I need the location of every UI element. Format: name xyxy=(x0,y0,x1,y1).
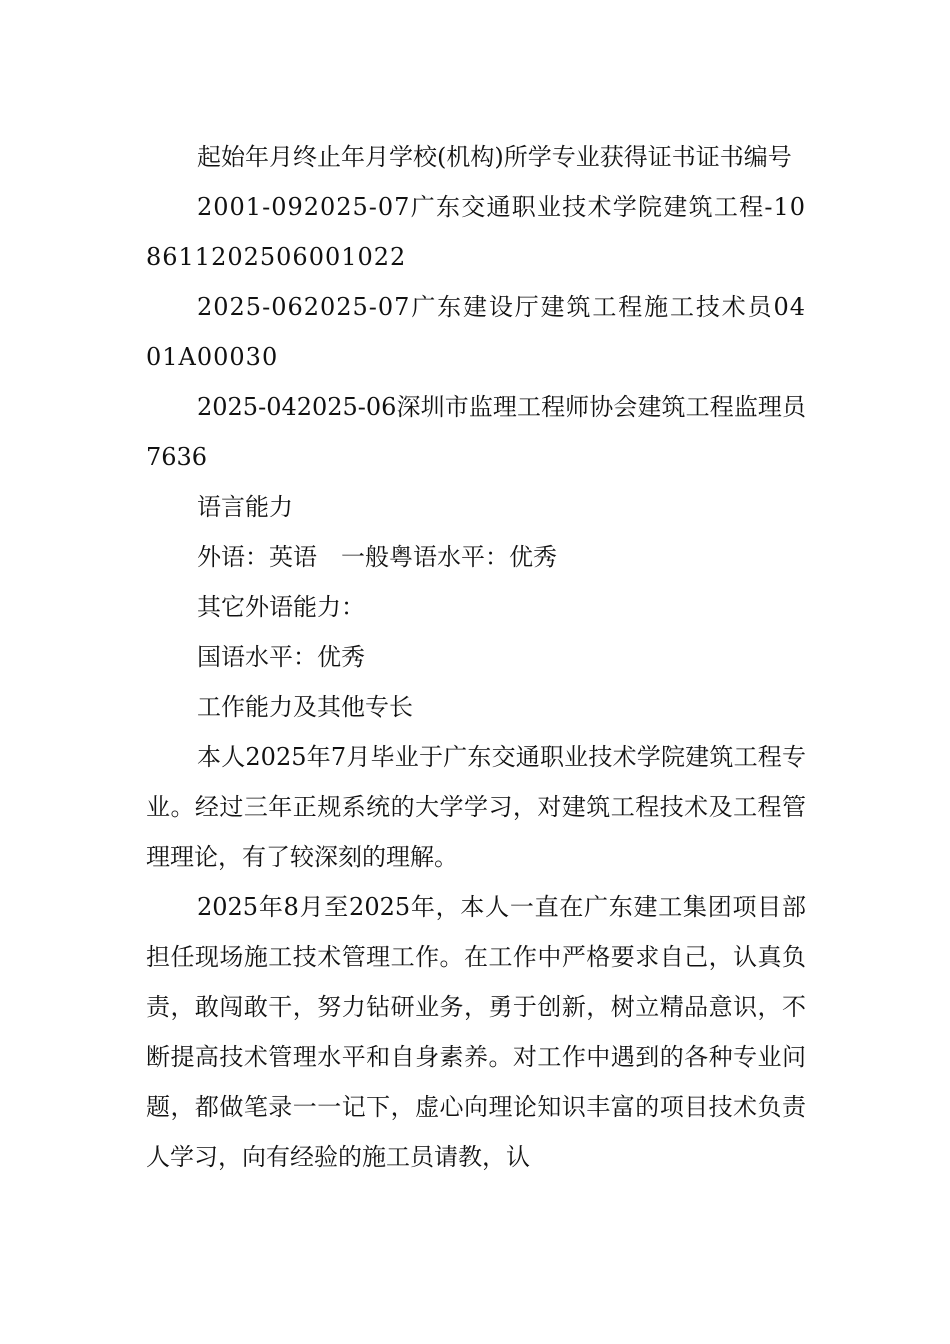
body-paragraph-work: 2025年8月至2025年，本人一直在广东建工集团项目部担任现场施工技术管理工作。在工作中严格要求自己，认真负责，敢闯敢干，努力钻研业务，勇于创新，树立精品意识，不断提高技术管理水平和自身素养。对工作中遇到的各种专业问题，都做笔录一一记下，虚心向理论知识丰富的项目技术负责人学习，向有经验的施工员请教，认 xyxy=(146,893,806,1171)
other-language-line: 其它外语能力： xyxy=(197,593,365,621)
education-record-3: 2025-042025-06深圳市监理工程师协会建筑工程监理员7636 xyxy=(146,393,806,471)
foreign-language-line: 外语：英语 一般粤语水平：优秀 xyxy=(197,543,557,571)
education-table-header: 起始年月终止年月学校(机构)所学专业获得证书证书编号 xyxy=(197,143,792,171)
education-record-1: 2001-092025-07广东交通职业技术学院建筑工程-108611202506001022 xyxy=(146,193,806,271)
document-body xyxy=(146,132,806,1182)
mandarin-level-line: 国语水平：优秀 xyxy=(197,643,365,671)
section-heading-skills: 工作能力及其他专长 xyxy=(197,693,413,721)
education-record-2: 2025-062025-07广东建设厅建筑工程施工技术员0401A00030 xyxy=(146,293,806,371)
body-paragraph-graduation: 本人2025年7月毕业于广东交通职业技术学院建筑工程专业。经过三年正规系统的大学学习，对建筑工程技术及工程管理理论，有了较深刻的理解。 xyxy=(146,743,806,871)
section-heading-language: 语言能力 xyxy=(197,493,293,521)
